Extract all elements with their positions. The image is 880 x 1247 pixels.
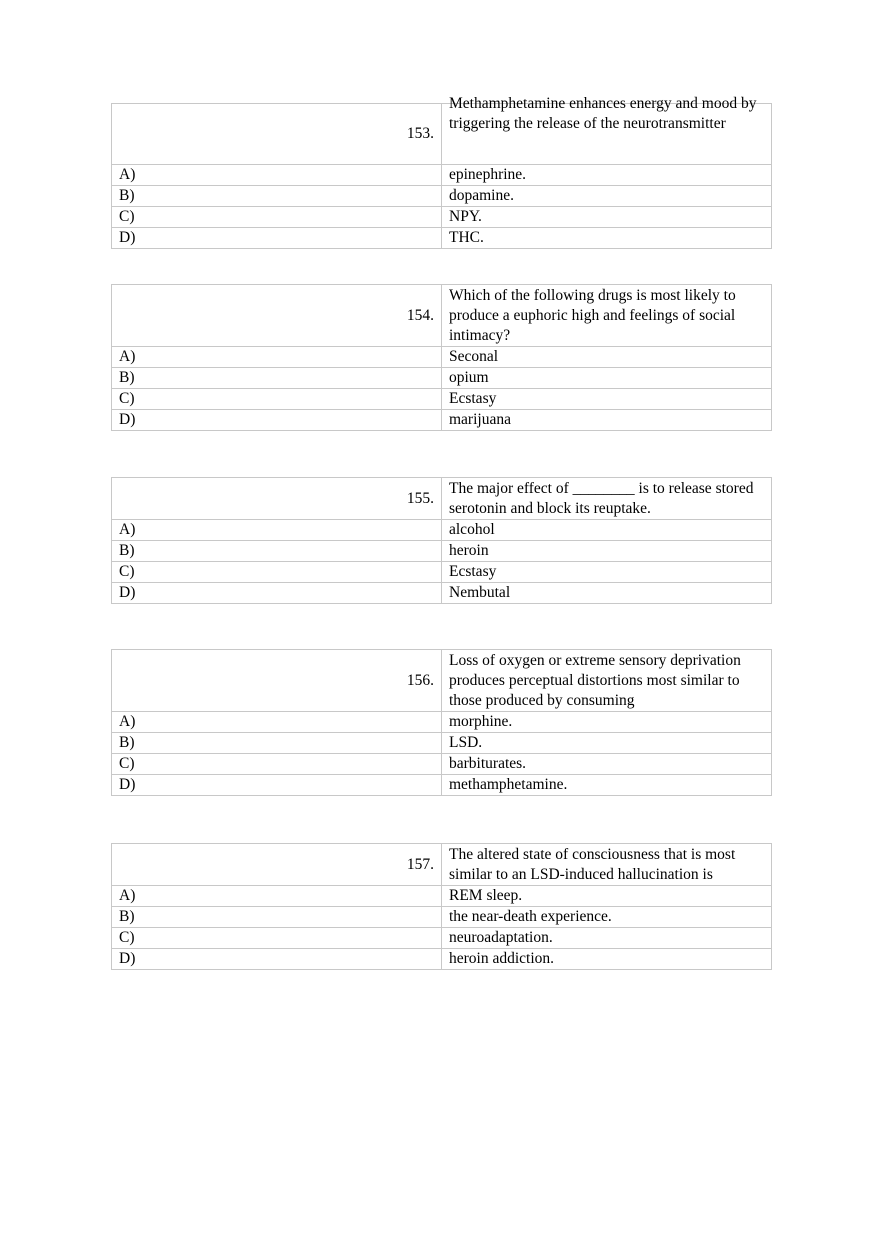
option-row [112,907,772,928]
question-number: 154. [112,285,442,347]
option-text: dopamine. [442,186,772,207]
option-letter: C) [112,562,442,583]
option-text: REM sleep. [442,886,772,907]
option-letter: D) [112,583,442,604]
option-row [112,583,772,604]
option-row [112,165,772,186]
option-text: neuroadaptation. [442,928,772,949]
option-text: THC. [442,228,772,249]
option-row [112,347,772,368]
question-number: 153. [112,104,442,165]
option-letter: D) [112,949,442,970]
option-letter: C) [112,389,442,410]
option-row [112,928,772,949]
option-letter: A) [112,886,442,907]
option-row [112,949,772,970]
question-row [112,478,772,520]
option-row [112,228,772,249]
question-157-table [111,843,772,970]
option-row [112,368,772,389]
option-row [112,207,772,228]
option-row [112,520,772,541]
option-text: LSD. [442,733,772,754]
option-row [112,754,772,775]
question-row [112,104,772,165]
option-letter: C) [112,928,442,949]
option-letter: B) [112,186,442,207]
question-156-table [111,649,772,796]
option-letter: A) [112,520,442,541]
option-row [112,541,772,562]
question-153-table [111,95,772,249]
option-text: NPY. [442,207,772,228]
option-row [112,775,772,796]
option-letter: A) [112,712,442,733]
option-row [112,562,772,583]
option-text: heroin [442,541,772,562]
option-row [112,186,772,207]
option-letter: B) [112,368,442,389]
option-text: marijuana [442,410,772,431]
question-text: Loss of oxygen or extreme sensory deprivation produces perceptual distortions most similar to those produced by consuming [442,650,772,712]
question-text: Which of the following drugs is most likely to produce a euphoric high and feelings of social intimacy? [442,285,772,347]
option-text: heroin addiction. [442,949,772,970]
option-letter: B) [112,733,442,754]
option-letter: B) [112,907,442,928]
option-letter: D) [112,775,442,796]
option-letter: C) [112,754,442,775]
question-row [112,285,772,347]
option-letter: D) [112,410,442,431]
option-row [112,389,772,410]
question-text: Methamphetamine enhances energy and mood by triggering the release of the neurotransmitter [449,95,757,132]
option-text: epinephrine. [442,165,772,186]
option-row [112,410,772,431]
option-text: opium [442,368,772,389]
option-letter: A) [112,347,442,368]
option-text: Seconal [442,347,772,368]
option-letter: A) [112,165,442,186]
question-number: 157. [112,844,442,886]
question-text: The altered state of consciousness that is most similar to an LSD-induced hallucination is [442,844,772,886]
question-number: 156. [112,650,442,712]
option-text: the near-death experience. [442,907,772,928]
option-text: Ecstasy [442,389,772,410]
question-row [112,844,772,886]
question-text-cell [442,95,772,165]
option-letter: D) [112,228,442,249]
question-155-table [111,477,772,604]
option-letter: C) [112,207,442,228]
option-row [112,886,772,907]
option-text: barbiturates. [442,754,772,775]
question-154-table [111,284,772,431]
option-row [112,712,772,733]
option-letter: B) [112,541,442,562]
question-row [112,650,772,712]
option-text: Ecstasy [442,562,772,583]
option-row [112,733,772,754]
question-text: The major effect of ________ is to release stored serotonin and block its reuptake. [442,478,772,520]
option-text: morphine. [442,712,772,733]
option-text: methamphetamine. [442,775,772,796]
option-text: Nembutal [442,583,772,604]
question-number: 155. [112,478,442,520]
option-text: alcohol [442,520,772,541]
